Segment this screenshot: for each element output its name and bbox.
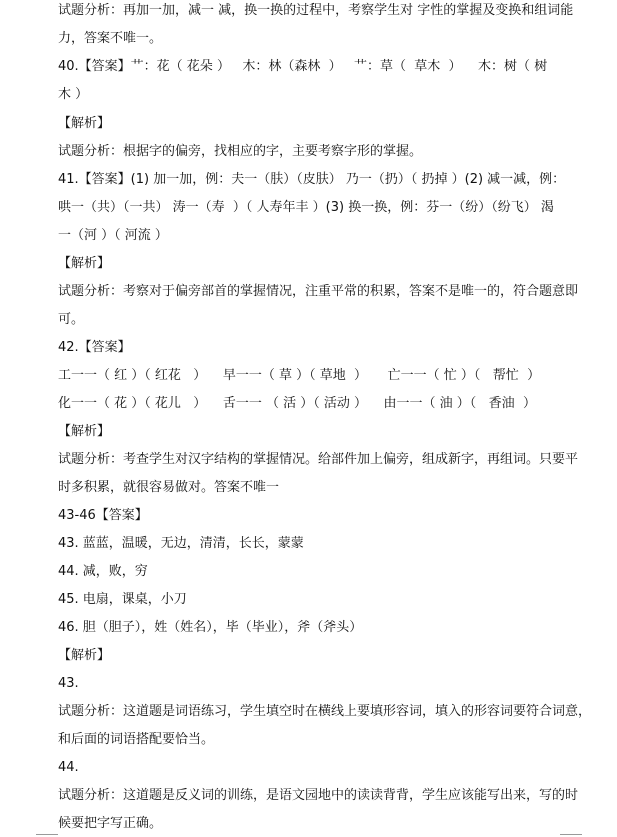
answer-42-row-2: 化一一（ 花 ）（ 花儿 ） 舌一一 （ 活 ）（ 活动 ） 由一一（ 油 ）（ 香油 ）	[58, 396, 536, 411]
analysis-44-number: 44.	[58, 760, 79, 775]
answer-43: 43. 蓝蓝，温暖，无边，清清，长长，蒙蒙	[58, 536, 304, 551]
answer-40-line-2: 木 ）	[58, 87, 89, 102]
analysis-line-2: 力，答案不唯一。	[58, 31, 163, 46]
answer-40-line-1: 40.【答案】艹：花（ 花朵 ） 木：林（森林 ） 艹：草（ 草木 ） 木：树（ 树	[58, 59, 548, 74]
answer-41-line-2: 哄一（共）（一共） 涛一（寿 ）（ 人寿年丰 ）(3) 换一换，例：芬一（纷）（纷飞） 渴	[58, 200, 554, 215]
analysis-41-line-2: 可。	[58, 312, 85, 327]
analysis-43-line-2: 和后面的词语搭配要恰当。	[58, 732, 215, 747]
explanation-heading-42: 【解析】	[58, 424, 111, 439]
page-corner-mark-right	[560, 834, 582, 835]
analysis-40: 试题分析：根据字的偏旁，找相应的字，主要考察字形的掌握。	[58, 144, 423, 159]
explanation-heading-43-46: 【解析】	[58, 648, 111, 663]
explanation-heading-40: 【解析】	[58, 116, 111, 131]
analysis-43-line-1: 试题分析：这道题是词语练习，学生填空时在横线上要填形容词，填入的形容词要符合词意，	[58, 704, 592, 719]
answer-42-row-1: 工一一（ 红 ）（ 红花 ） 早一一（ 草 ）（ 草地 ） 亡一一（ 忙 ）（ 帮忙 ）	[58, 368, 541, 383]
answer-43-46-heading: 43-46【答案】	[58, 508, 148, 523]
analysis-42-line-1: 试题分析：考查学生对汉字结构的掌握情况。给部件加上偏旁，组成新字，再组词。只要平	[58, 452, 579, 467]
answer-44: 44. 减，败，穷	[58, 564, 148, 579]
analysis-42-line-2: 时多积累，就很容易做对。答案不唯一	[58, 480, 280, 495]
answer-46: 46. 胆（胆子），姓（姓名），毕（毕业），斧（斧头）	[58, 620, 363, 635]
answer-42-heading: 42.【答案】	[58, 340, 131, 355]
answer-41-line-1: 41.【答案】(1) 加一加，例：夫一（肤）（皮肤） 乃一（扔）（ 扔掉 ）(2) 减一减，例：	[58, 172, 566, 187]
analysis-41-line-1: 试题分析：考察对于偏旁部首的掌握情况，注重平常的积累，答案不是唯一的，符合题意即	[58, 284, 579, 299]
analysis-line-1: 试题分析：再加一加，减一 减，换一换的过程中，考察学生对 字性的掌握及变换和组词能	[58, 3, 574, 18]
analysis-44-line-1: 试题分析：这道题是反义词的训练，是语文园地中的读读背背，学生应该能写出来，写的时	[58, 788, 579, 803]
page-corner-mark-left	[36, 834, 58, 835]
answer-45: 45. 电扇，课桌，小刀	[58, 592, 187, 607]
answer-41-line-3: 一（河 ）（ 河流 ）	[58, 228, 168, 243]
explanation-heading-41: 【解析】	[58, 256, 111, 271]
analysis-43-number: 43.	[58, 676, 79, 691]
analysis-44-line-2: 候要把字写正确。	[58, 816, 163, 831]
